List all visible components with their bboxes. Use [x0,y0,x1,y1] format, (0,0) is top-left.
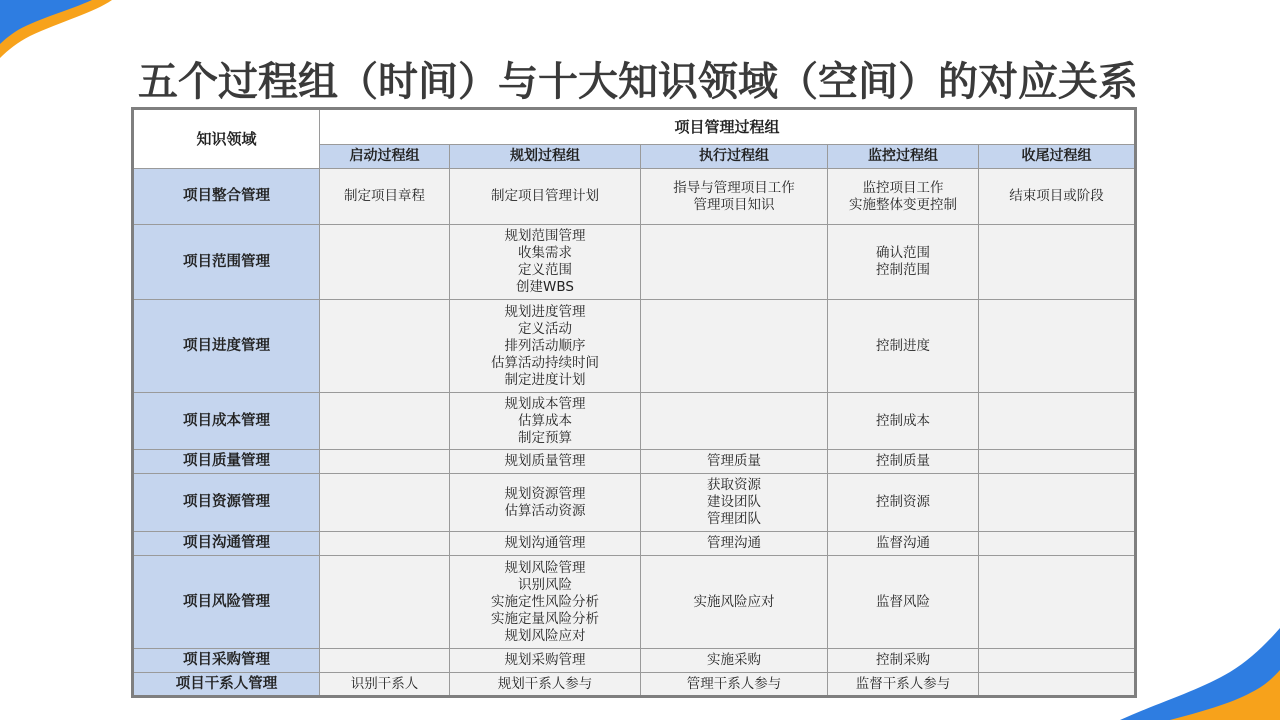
process-cell [641,225,828,300]
process-cell [450,556,641,649]
process-item: 估算成本 [518,412,572,429]
top-left-decoration [0,0,120,60]
process-cell [450,393,641,450]
process-cell [450,532,641,556]
header-monitoring: 监控过程组 [828,145,979,169]
table-row [133,649,1136,673]
table-row [133,556,1136,649]
process-knowledge-table [131,107,1137,698]
process-item: 控制进度 [876,337,930,354]
knowledge-area-label: 项目采购管理 [133,649,320,673]
process-cell [828,393,979,450]
process-item: 管理团队 [707,511,761,527]
process-item: 管理质量 [707,453,761,469]
table-row [133,169,1136,225]
process-cell [320,673,450,697]
process-item: 估算活动持续时间 [491,354,599,371]
process-cell [641,673,828,697]
process-item: 实施风险应对 [693,593,775,610]
header-executing: 执行过程组 [641,145,828,169]
process-cell [320,474,450,532]
process-cell [450,300,641,393]
process-cell [450,673,641,697]
process-item: 监督沟通 [876,535,930,551]
table-row [133,225,1136,300]
process-cell [450,649,641,673]
process-item: 规划沟通管理 [504,535,586,551]
process-item: 规划成本管理 [504,395,586,412]
table-row [133,673,1136,697]
header-planning: 规划过程组 [450,145,641,169]
process-item: 定义范围 [518,262,572,278]
process-cell [641,649,828,673]
table-row [133,300,1136,393]
table-row [133,474,1136,532]
process-cell [979,474,1136,532]
process-item: 识别干系人 [350,675,419,692]
process-item: 控制资源 [876,494,930,510]
process-item: 监督风险 [876,593,930,610]
process-cell [828,450,979,474]
process-cell [828,300,979,393]
process-item: 监控项目工作 [862,179,944,196]
process-item: 控制采购 [876,652,930,668]
process-item: 获取资源 [707,477,761,493]
process-cell [320,393,450,450]
process-cell [641,450,828,474]
process-cell [320,532,450,556]
process-item: 定义活动 [518,320,572,337]
process-cell [450,474,641,532]
process-cell [641,556,828,649]
process-cell [979,300,1136,393]
process-cell [979,169,1136,225]
process-item: 创建WBS [516,279,574,295]
knowledge-area-label: 项目质量管理 [133,450,320,474]
process-item: 规划干系人参与 [497,675,593,692]
process-item: 制定项目管理计划 [491,188,599,204]
process-item: 规划风险应对 [504,627,586,644]
process-cell [641,169,828,225]
process-item: 结束项目或阶段 [1009,188,1104,204]
process-item: 制定预算 [518,429,572,446]
process-item: 控制质量 [876,453,930,469]
process-cell [641,300,828,393]
knowledge-area-label: 项目资源管理 [133,474,320,532]
process-item: 指导与管理项目工作 [673,179,795,196]
process-item: 估算活动资源 [504,502,586,519]
process-item: 实施采购 [707,652,761,668]
process-cell [828,649,979,673]
knowledge-area-label: 项目范围管理 [133,225,320,300]
process-cell [828,225,979,300]
process-cell [979,556,1136,649]
process-cell [828,673,979,697]
knowledge-area-label: 项目沟通管理 [133,532,320,556]
process-item: 规划范围管理 [504,228,586,244]
process-cell [979,225,1136,300]
process-cell [641,474,828,532]
knowledge-area-label: 项目成本管理 [133,393,320,450]
process-cell [828,556,979,649]
process-cell [828,169,979,225]
process-cell [320,450,450,474]
process-cell [450,450,641,474]
process-item: 监督干系人参与 [855,675,951,692]
page-title: 五个过程组（时间）与十大知识领域（空间）的对应关系 [138,59,1138,105]
process-item: 规划质量管理 [504,453,586,469]
process-item: 规划采购管理 [504,652,586,668]
table-row [133,532,1136,556]
process-item: 管理项目知识 [693,196,775,213]
table-body [133,169,1136,697]
process-cell [320,649,450,673]
process-cell [320,556,450,649]
process-cell [320,169,450,225]
process-item: 收集需求 [518,245,572,261]
group-header: 项目管理过程组 [320,109,1136,145]
process-cell [979,649,1136,673]
process-cell [641,532,828,556]
process-cell [979,532,1136,556]
process-item: 实施定量风险分析 [491,610,599,627]
process-cell [979,673,1136,697]
process-cell [979,450,1136,474]
table-row [133,393,1136,450]
knowledge-area-label: 项目整合管理 [133,169,320,225]
process-item: 规划风险管理 [504,559,586,576]
process-item: 实施整体变更控制 [849,196,957,213]
process-item: 规划进度管理 [504,303,586,320]
header-initiating: 启动过程组 [320,145,450,169]
process-item: 确认范围 [876,245,930,261]
process-cell [320,225,450,300]
process-cell [450,225,641,300]
header-closing: 收尾过程组 [979,145,1136,169]
process-item: 管理沟通 [707,535,761,551]
process-item: 实施定性风险分析 [491,593,599,610]
process-cell [450,169,641,225]
process-cell [828,532,979,556]
process-item: 排列活动顺序 [504,337,586,354]
process-cell [320,300,450,393]
knowledge-area-label: 项目干系人管理 [133,673,320,697]
knowledge-area-label: 项目进度管理 [133,300,320,393]
process-item: 识别风险 [518,576,572,593]
process-item: 规划资源管理 [504,485,586,502]
process-item: 控制成本 [876,412,930,429]
process-cell [979,393,1136,450]
process-item: 制定项目章程 [344,188,425,204]
corner-header: 知识领域 [133,109,320,169]
process-cell [828,474,979,532]
table-row [133,450,1136,474]
process-item: 制定进度计划 [504,371,586,388]
knowledge-area-label: 项目风险管理 [133,556,320,649]
process-cell [641,393,828,450]
process-item: 控制范围 [876,262,930,278]
process-item: 建设团队 [707,494,761,510]
process-item: 管理干系人参与 [686,675,782,692]
